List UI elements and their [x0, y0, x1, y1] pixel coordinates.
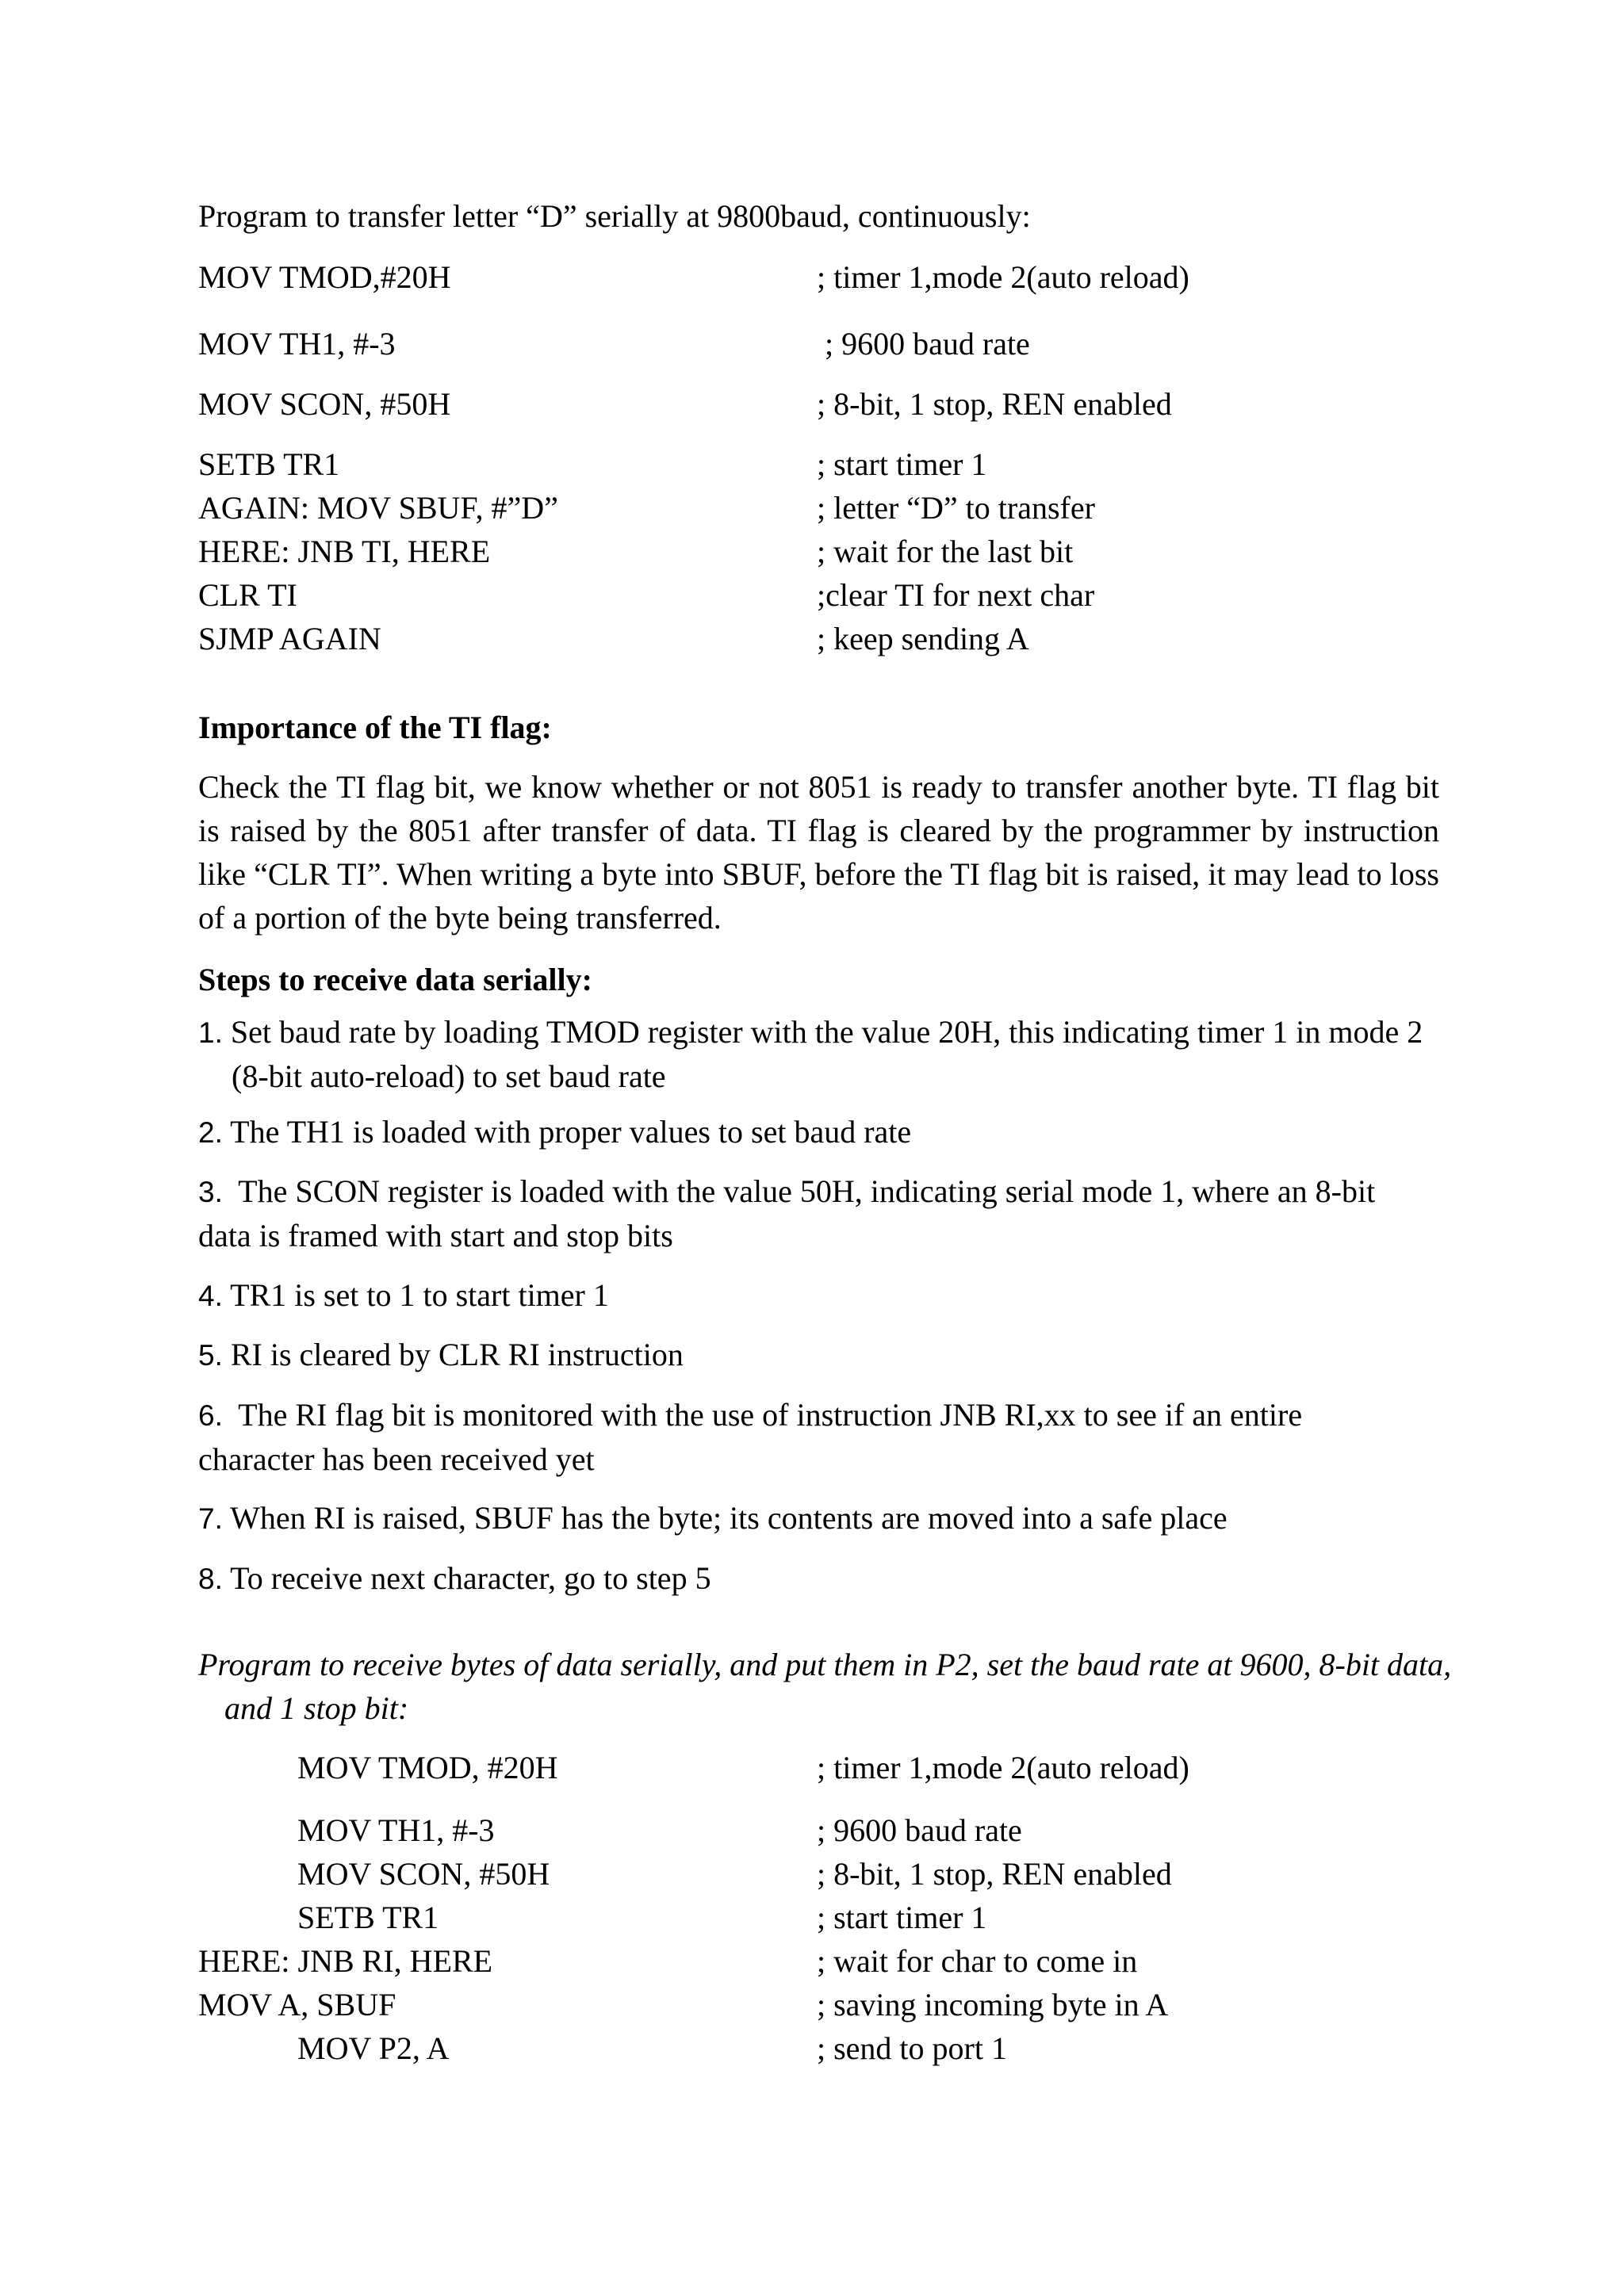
- code-comment: ; wait for char to come in: [817, 1943, 1138, 1979]
- code-instruction: SETB TR1: [198, 446, 340, 482]
- step-text: The TH1 is loaded with proper values to set baud rate: [222, 1114, 912, 1150]
- code-instruction: MOV P2, A: [297, 2030, 450, 2066]
- code-instruction: AGAIN: MOV SBUF, #”D”: [198, 490, 558, 526]
- code-comment: ; keep sending A: [817, 621, 1029, 656]
- code-instruction: SETB TR1: [297, 1900, 439, 1935]
- code-comment: ; 8-bit, 1 stop, REN enabled: [817, 386, 1172, 422]
- code-comment: ; send to port 1: [817, 2030, 1007, 2066]
- code-line: [198, 382, 1443, 426]
- step-number: 7.: [198, 1502, 223, 1535]
- document-page: [198, 0, 1452, 2296]
- list-item: [198, 1273, 1443, 1318]
- step-text: To receive next character, go to step 5: [222, 1560, 711, 1596]
- list-item: [198, 1110, 1443, 1154]
- code-line: [198, 1746, 1443, 1789]
- list-item: [198, 1333, 1443, 1377]
- code-instruction: MOV SCON, #50H: [297, 1856, 550, 1892]
- code-comment: ; 9600 baud rate: [817, 1812, 1022, 1848]
- code-instruction: CLR TI: [198, 577, 297, 613]
- code-comment: ; start timer 1: [817, 1900, 987, 1935]
- step-number: 8.: [198, 1563, 223, 1595]
- code-line: [198, 1808, 1443, 1852]
- step-text: The RI flag bit is monitored with the use of instruction JNB RI,xx to see if an entire character has been received yet: [198, 1397, 1311, 1477]
- code-comment: ; letter “D” to transfer: [817, 490, 1095, 526]
- transfer-program-intro: Program to transfer letter “D” serially at 9800baud, continuously:: [198, 198, 1031, 234]
- code-instruction: HERE: JNB TI, HERE: [198, 534, 491, 569]
- step-text: When RI is raised, SBUF has the byte; its contents are moved into a safe place: [222, 1500, 1228, 1536]
- code-instruction: MOV TH1, #-3: [297, 1812, 495, 1848]
- code-instruction: MOV SCON, #50H: [198, 386, 451, 422]
- code-instruction: MOV A, SBUF: [198, 1987, 396, 2022]
- list-item: [198, 1010, 1443, 1098]
- code-line: [198, 442, 1443, 486]
- code-line: [198, 1896, 1443, 1939]
- step-text: TR1 is set to 1 to start timer 1: [222, 1277, 609, 1313]
- code-comment: ; timer 1,mode 2(auto reload): [817, 259, 1189, 295]
- step-number: 6.: [198, 1399, 223, 1432]
- code-line: [198, 1939, 1443, 1983]
- code-line: [198, 322, 1443, 365]
- code-comment: ; 8-bit, 1 stop, REN enabled: [817, 1856, 1172, 1892]
- step-text: The SCON register is loaded with the value 50H, indicating serial mode 1, where an 8-bit data is framed with start and stop bits: [198, 1173, 1384, 1253]
- receive-program-caption: [198, 1643, 1461, 1730]
- step-text: RI is cleared by CLR RI instruction: [222, 1337, 684, 1372]
- code-instruction: HERE: JNB RI, HERE: [198, 1943, 493, 1979]
- step-number: 5.: [198, 1339, 223, 1372]
- step-number: 1.: [198, 1016, 223, 1049]
- ti-flag-heading: Importance of the TI flag:: [198, 710, 552, 745]
- code-line: [198, 573, 1443, 617]
- code-line: [198, 486, 1443, 530]
- code-comment: ; start timer 1: [817, 446, 987, 482]
- code-instruction: MOV TH1, #-3: [198, 326, 396, 362]
- list-item: [198, 1169, 1411, 1257]
- code-comment: ; saving incoming byte in A: [817, 1987, 1169, 2022]
- code-comment: ; wait for the last bit: [817, 534, 1074, 569]
- list-item: [198, 1556, 1443, 1601]
- code-line: [198, 1983, 1443, 2026]
- code-line: [198, 1852, 1443, 1896]
- code-instruction: MOV TMOD,#20H: [198, 259, 451, 295]
- step-number: 2.: [198, 1116, 223, 1149]
- code-line: [198, 2026, 1443, 2070]
- ti-flag-paragraph: Check the TI flag bit, we know whether or not 8051 is ready to transfer another byte. TI flag bit is raised by the 8051 after transfer of data. TI flag is cleared by the programmer by instruction like “CLR TI”. When writing a byte into SBUF, before the TI flag bit is raised, it may lead to loss of a portion of the byte being transferred.: [198, 769, 1439, 936]
- code-comment: ; timer 1,mode 2(auto reload): [817, 1750, 1189, 1785]
- step-number: 4.: [198, 1280, 223, 1312]
- step-number: 3.: [198, 1176, 223, 1208]
- code-line: [198, 530, 1443, 573]
- code-line: [198, 255, 1443, 299]
- list-item: [198, 1393, 1311, 1481]
- list-item: [198, 1496, 1443, 1540]
- step-text: Set baud rate by loading TMOD register with the value 20H, this indicating timer 1 in mode 2 (8-bit auto-reload) to set baud rate: [222, 1014, 1423, 1094]
- code-instruction: MOV TMOD, #20H: [297, 1750, 558, 1785]
- code-instruction: SJMP AGAIN: [198, 621, 381, 656]
- code-line: [198, 617, 1443, 660]
- receive-steps-heading: Steps to receive data serially:: [198, 962, 592, 997]
- code-comment: ; 9600 baud rate: [817, 326, 1030, 362]
- caption-text: Program to receive bytes of data serially, and put them in P2, set the baud rate at 9600, 8-bit data, and 1 stop bit:: [198, 1647, 1452, 1726]
- code-comment: ;clear TI for next char: [817, 577, 1095, 613]
